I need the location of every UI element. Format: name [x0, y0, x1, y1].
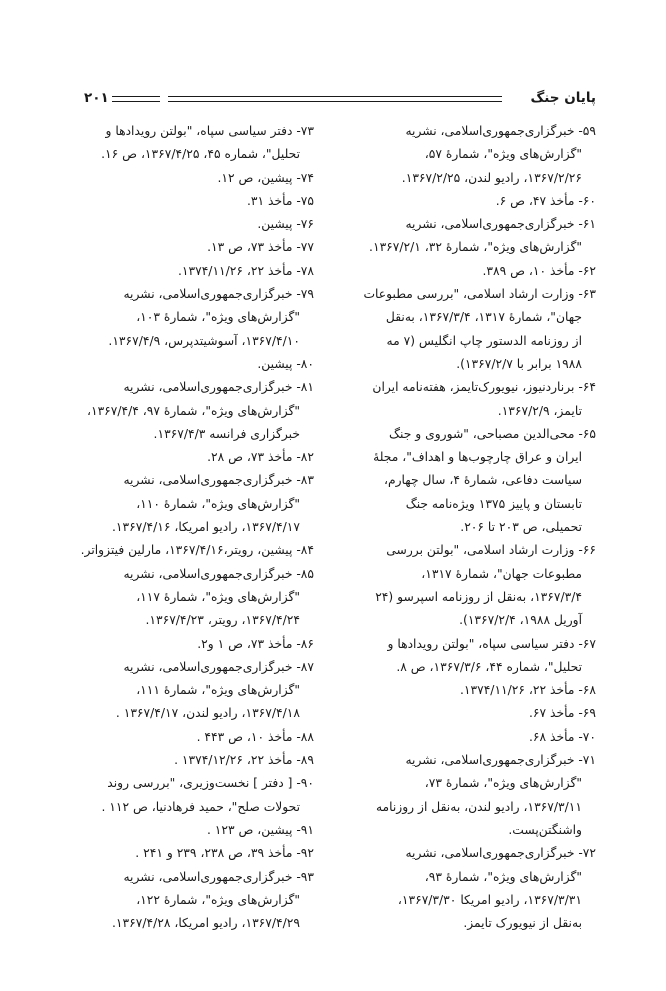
endnote-line: ۱۳۶۷/۳/۳۱، رادیو امریکا ۱۳۶۷/۳/۳۰، [397, 892, 582, 907]
endnote [352, 679, 596, 702]
endnote-line: ۹۱- پیشین، ص ۱۲۳ . [206, 822, 314, 837]
endnote-line: ۶۳- وزارت ارشاد اسلامی، "بررسی مطبوعات [363, 287, 596, 302]
endnote-line: ۱۳۶۷/۲/۲۶، رادیو لندن، ۱۳۶۷/۲/۲۵. [401, 170, 582, 185]
endnote-line: آوریل ۱۹۸۸، ۱۳۶۷/۲/۴). [459, 613, 582, 628]
endnote-line: ۷۰- مأخذ ۶۸. [528, 729, 596, 744]
endnote-line: ۸۶- مأخذ ۷۳، ص ۱ و۲. [197, 636, 314, 651]
running-title: پایان جنگ [530, 90, 596, 106]
endnote-line: ۸۳- خبرگزاری‌جمهوری‌اسلامی، نشریه [123, 473, 314, 488]
endnote [70, 633, 314, 656]
endnote [70, 539, 314, 562]
endnote [70, 842, 314, 865]
endnote [352, 376, 596, 423]
endnote-line: ۷۵- مأخذ ۳۱. [246, 193, 314, 208]
endnote [70, 819, 314, 842]
endnote-line: واشنگتن‌پست. [508, 822, 582, 837]
endnote-line: ۸۴- پیشین، رویتر،۱۳۶۷/۴/۱۶، مارلین فیتزواتر. [80, 543, 314, 558]
endnote [352, 842, 596, 935]
endnote-line: ۸۹- مأخذ ۲۲، ۱۳۷۴/۱۲/۲۶ . [174, 753, 314, 768]
endnote [70, 446, 314, 469]
endnote-line: ۵۹- خبرگزاری‌جمهوری‌اسلامی، نشریه [405, 124, 596, 138]
notes-column-left [70, 120, 314, 935]
endnote [352, 260, 596, 283]
endnote [70, 236, 314, 259]
endnote-line: از روزنامه الدستور چاپ انگلیس (۷ مه [386, 333, 582, 348]
endnote-line: ۷۸- مأخذ ۲۲، ۱۳۷۴/۱۱/۲۶. [177, 263, 314, 278]
endnote [352, 633, 596, 680]
endnote-line: "گزارش‌های ویژه"، شمارهٔ ۱۲۲، [136, 892, 300, 907]
endnote-line: "گزارش‌های ویژه"، شمارهٔ ۹۷، ۱۳۶۷/۴/۴، [86, 403, 300, 418]
endnote-line: ۱۳۶۷/۴/۱۷، رادیو امریکا، ۱۳۶۷/۴/۱۶. [111, 520, 300, 535]
header-rule-short [112, 96, 160, 102]
endnote-line: ۶۰- مأخذ ۴۷، ص ۶. [495, 193, 596, 208]
endnote-line: به‌نقل از نیویورک تایمز. [463, 916, 582, 931]
endnote-line: ۸۱- خبرگزاری‌جمهوری‌اسلامی، نشریه [123, 380, 314, 395]
notes-column-right [352, 120, 596, 935]
endnote-line: "گزارش‌های ویژه"، شمارهٔ ۵۷، [424, 147, 582, 162]
endnote-line: تحولات صلح"، حمید فرهادنیا، ص ۱۱۲ . [101, 799, 300, 814]
endnote-line: ۱۳۶۷/۴/۲۴، رویتر، ۱۳۶۷/۴/۲۳. [145, 613, 300, 628]
endnote-line: "گزارش‌های ویژه"، شمارهٔ ۹۳، [424, 869, 582, 884]
endnote-line: ۶۷- دفتر سیاسی سپاه، "بولتن رویدادها و [387, 636, 596, 651]
endnote-line: ۷۱- خبرگزاری‌جمهوری‌اسلامی، نشریه [405, 753, 596, 768]
endnote-line: ۱۳۶۷/۴/۱۰، آسوشیتدپرس، ۱۳۶۷/۴/۹. [108, 333, 300, 348]
endnote-line: ۸۷- خبرگزاری‌جمهوری‌اسلامی، نشریه [123, 659, 314, 674]
endnote [70, 469, 314, 539]
endnote-line: ۹۳- خبرگزاری‌جمهوری‌اسلامی، نشریه [123, 869, 314, 884]
endnote-line: ۸۸- مأخذ ۱۰، ص ۴۴۳ . [196, 729, 314, 744]
endnote [70, 866, 314, 936]
endnote-line: ۶۶- وزارت ارشاد اسلامی، "بولتن بررسی [386, 543, 596, 558]
endnote-line: ۶۹- مأخذ ۶۷. [528, 706, 596, 721]
endnote-line: "گزارش‌های ویژه"، شمارهٔ ۱۱۷، [136, 589, 300, 604]
endnote [70, 213, 314, 236]
endnote-line: ۸۵- خبرگزاری‌جمهوری‌اسلامی، نشریه [123, 566, 314, 581]
endnote [70, 772, 314, 819]
endnote-line: ۱۳۶۷/۴/۲۹، رادیو امریکا، ۱۳۶۷/۴/۲۸. [111, 916, 300, 931]
endnote-line: "گزارش‌های ویژه"، شمارهٔ ۱۱۱، [136, 683, 300, 698]
endnote-line: سیاست دفاعی، شمارهٔ ۴، سال چهارم، [384, 473, 582, 488]
endnote-line: خبرگزاری فرانسه ۱۳۶۷/۴/۳. [153, 426, 300, 441]
endnote [352, 726, 596, 749]
endnote-line: ۷۹- خبرگزاری‌جمهوری‌اسلامی، نشریه [123, 287, 314, 302]
endnote-line: ۶۴- برناردنیوز، نیویورک‌تایمز، هفته‌نامه ایران [372, 380, 596, 395]
endnote-line: ۷۶- پیشین. [257, 217, 314, 232]
endnote-line: جهان"، شمارهٔ ۱۳۱۷، ۱۳۶۷/۳/۴، به‌نقل [385, 310, 582, 325]
endnote-line: تحمیلی، ص ۲۰۳ تا ۲۰۶. [460, 520, 582, 535]
endnote-line: ۷۲- خبرگزاری‌جمهوری‌اسلامی، نشریه [405, 846, 596, 861]
endnote [70, 726, 314, 749]
endnote [70, 563, 314, 633]
endnote-line: ۶۱- خبرگزاری‌جمهوری‌اسلامی، نشریه [405, 217, 596, 232]
endnote-line: مطبوعات جهان"، شمارهٔ ۱۳۱۷، [421, 566, 582, 581]
endnote-line: "گزارش‌های ویژه"، شمارهٔ ۷۳، [424, 776, 582, 791]
endnote [70, 283, 314, 353]
endnote-line: ۱۳۶۷/۳/۱۱، رادیو لندن، به‌نقل از روزنامه [375, 799, 582, 814]
endnote [352, 749, 596, 842]
endnote-line: ۷۷- مأخذ ۷۳، ص ۱۳. [207, 240, 314, 255]
endnote [352, 213, 596, 260]
page-number: ۲۰۱ [84, 90, 109, 106]
endnote [70, 376, 314, 446]
endnote [70, 167, 314, 190]
endnote [352, 283, 596, 376]
endnote-line: "گزارش‌های ویژه"، شمارهٔ ۱۱۰، [136, 496, 300, 511]
endnote-line: ۶۵- محی‌الدین مصباحی، "شوروی و جنگ [389, 426, 596, 441]
endnote-line: ۷۳- دفتر سیاسی سپاه، "بولتن رویدادها و [105, 124, 314, 138]
endnote-line: ۱۳۶۷/۳/۴، به‌نقل از روزنامه اسپرسو (۲۴ [375, 589, 582, 604]
endnote-line: ۶۸- مأخذ ۲۲، ۱۳۷۴/۱۱/۲۶. [459, 683, 596, 698]
endnote [352, 702, 596, 725]
endnote-line: ۹۰- [ دفتر ] نخست‌وزیری، "بررسی روند [107, 776, 314, 791]
endnote-line: تایمز، ۱۳۶۷/۲/۹. [497, 403, 582, 418]
header-rule [168, 96, 502, 102]
endnote [70, 656, 314, 726]
page-header [82, 88, 596, 110]
endnote-line: ۱۹۸۸ برابر با ۱۳۶۷/۲/۷). [456, 356, 582, 371]
endnote-line: "گزارش‌های ویژه"، شمارهٔ ۱۰۳، [136, 310, 300, 325]
endnote [352, 120, 596, 190]
endnote [70, 120, 314, 167]
endnote-line: ۷۴- پیشین، ص ۱۲. [217, 170, 314, 185]
endnote [70, 190, 314, 213]
endnote [352, 539, 596, 632]
endnote-line: ۸۲- مأخذ ۷۳، ص ۲۸. [207, 450, 314, 465]
endnote [352, 190, 596, 213]
endnote-line: ۱۳۶۷/۴/۱۸، رادیو لندن، ۱۳۶۷/۴/۱۷ . [115, 706, 300, 721]
endnote-line: تحلیل"، شماره ۴۵، ۱۳۶۷/۴/۲۵، ص ۱۶. [101, 147, 300, 162]
endnote [70, 353, 314, 376]
endnote-line: "گزارش‌های ویژه"، شمارهٔ ۳۲، ۱۳۶۷/۲/۱. [369, 240, 582, 255]
endnote-line: ۶۲- مأخذ ۱۰، ص ۳۸۹. [482, 263, 596, 278]
endnote-line: ایران و عراق چارچوب‌ها و اهداف"، مجلهٔ [373, 450, 582, 465]
endnote-line: تحلیل"، شماره ۴۴، ۱۳۶۷/۳/۶، ص ۸. [396, 659, 582, 674]
endnote-line: تابستان و پاییز ۱۳۷۵ ویژه‌نامه جنگ [405, 496, 582, 511]
endnote-line: ۹۲- مأخذ ۳۹، ص ۲۳۸، ۲۳۹ و ۲۴۱ . [135, 846, 314, 861]
endnote [352, 423, 596, 539]
endnote [70, 260, 314, 283]
endnote [70, 749, 314, 772]
endnote-line: ۸۰- پیشین. [257, 356, 314, 371]
